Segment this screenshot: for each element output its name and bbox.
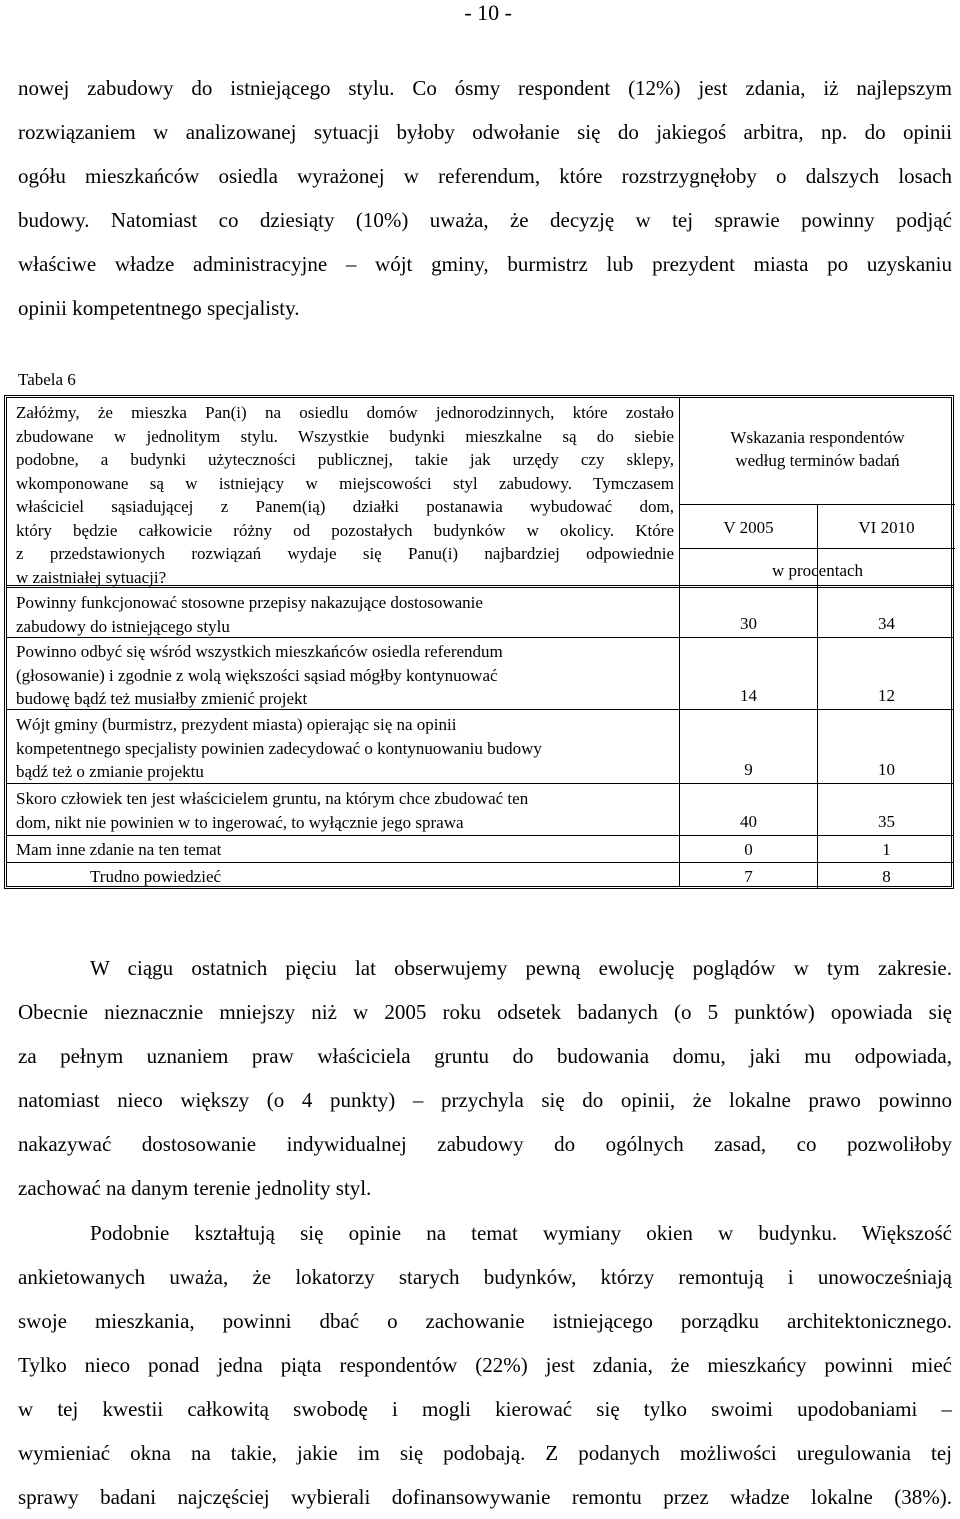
value-2005: 30 bbox=[740, 614, 757, 633]
row-line: (głosowanie) i zgodnie z wolą większości sąsiad mógłby kontynuować bbox=[16, 665, 498, 685]
value-2005: 7 bbox=[744, 867, 753, 886]
text-line: zachować na danym terenie jednolity styl. bbox=[18, 1176, 372, 1200]
table-header-group bbox=[680, 426, 955, 472]
header-group-line: według terminów badań bbox=[735, 451, 900, 470]
paragraph-evolution bbox=[18, 946, 952, 1210]
paragraph-intro bbox=[18, 66, 952, 330]
text-line: wymieniać okna na takie, jakie im się podobają. Z podanych możliwości uregulowania tej bbox=[18, 1441, 952, 1465]
value-2010: 8 bbox=[882, 867, 891, 886]
paragraph-windows bbox=[18, 1211, 952, 1519]
survey-table bbox=[4, 395, 954, 889]
text-line: nowej zabudowy do istniejącego stylu. Co ósmy respondent (12%) jest zdania, iż najlepszym bbox=[18, 76, 952, 100]
column-header-2005: V 2005 bbox=[723, 518, 774, 537]
question-line: Załóżmy, że mieszka Pan(i) na osiedlu domów jednorodzinnych, które zostało bbox=[16, 403, 674, 422]
table-divider-horizontal bbox=[7, 835, 954, 836]
text-line: opinii kompetentnego specjalisty. bbox=[18, 296, 300, 320]
text-line: Podobnie kształtują się opinie na temat wymiany okien w budynku. Większość bbox=[90, 1221, 952, 1245]
table-divider-horizontal bbox=[679, 504, 955, 505]
row-line: dom, nikt nie powinien w to ingerować, to wyłącznie jego sprawa bbox=[16, 812, 464, 832]
row-line: bądź też o zmianie projektu bbox=[16, 762, 204, 781]
unit-header: w procentach bbox=[771, 561, 864, 580]
value-2010: 10 bbox=[878, 760, 895, 779]
text-line: ogółu mieszkańców osiedla wyrażonej w referendum, które rozstrzygnęłoby o dalszych losach bbox=[18, 164, 952, 188]
text-line: za pełnym uznaniem praw właściciela gruntu do budowania domu, jaki mu odpowiada, bbox=[18, 1044, 952, 1068]
text-line: budowy. Natomiast co dziesiąty (10%) uważa, że decyzję w tej sprawie powinny podjąć bbox=[18, 208, 952, 232]
text-line: Obecnie nieznacznie mniejszy niż w 2005 roku odsetek badanych (o 5 punktów) opowiada się bbox=[18, 1000, 952, 1024]
row-line: Mam inne zdanie na ten temat bbox=[16, 840, 222, 859]
value-2005: 9 bbox=[744, 760, 753, 779]
text-line: W ciągu ostatnich pięciu lat obserwujemy pewną ewolucję poglądów w tym zakresie. bbox=[90, 956, 952, 980]
row-line: Trudno powiedzieć bbox=[90, 867, 222, 886]
text-line: swoje mieszkania, powinni dbać o zachowanie istniejącego porządku architektonicznego. bbox=[18, 1309, 952, 1333]
text-line: natomiast nieco większy (o 4 punkty) – przychyla się do opinii, że lokalne prawo powinno bbox=[18, 1088, 952, 1112]
table-row-label bbox=[16, 838, 674, 862]
header-group-line: Wskazania respondentów bbox=[730, 428, 905, 447]
row-line: zabudowy do istniejącego stylu bbox=[16, 616, 230, 636]
row-line: Powinny funkcjonować stosowne przepisy nakazujące dostosowanie bbox=[16, 593, 483, 612]
table-divider-horizontal bbox=[7, 862, 954, 863]
table-row-label bbox=[16, 713, 674, 784]
question-line: właściciel sąsiadującej z Panem(ią) działki postanawia wybudować dom, bbox=[16, 497, 674, 516]
table-row-label bbox=[16, 591, 674, 638]
text-line: w tej kwestii całkowitą swobodę i mogli kierować się tylko swoimi upodobaniami – bbox=[18, 1397, 952, 1421]
row-line: Skoro człowiek ten jest właścicielem gruntu, na którym chce zbudować ten bbox=[16, 789, 529, 808]
value-2010: 12 bbox=[878, 686, 895, 705]
table-caption: Tabela 6 bbox=[18, 370, 76, 389]
text-line: rozwiązaniem w analizowanej sytuacji byłoby odwołanie się do jakiegoś arbitra, np. do opinii bbox=[18, 120, 952, 144]
question-line: z przedstawionych rozwiązań wydaje się Panu(i) najbardziej odpowiednie bbox=[16, 544, 674, 563]
page-number bbox=[0, 0, 960, 26]
row-line: Wójt gminy (burmistrz, prezydent miasta) opierając się na opinii bbox=[16, 715, 457, 734]
question-line: który będzie całkowicie różny od pozostałych budynków w okolicy. Które bbox=[16, 520, 674, 540]
value-2005: 40 bbox=[740, 812, 757, 831]
table-row-label bbox=[90, 865, 674, 889]
question-line: wkomponowane są w istniejący w miejscowości styl zabudowy. Tymczasem bbox=[16, 473, 674, 493]
value-2005: 14 bbox=[740, 686, 757, 705]
question-line: w zaistniałej sytuacji? bbox=[16, 567, 167, 587]
text-line: ankietowanych uważa, że lokatorzy starych budynków, którzy remontują i unowocześniają bbox=[18, 1265, 952, 1289]
table-row-label bbox=[16, 787, 674, 834]
value-2010: 35 bbox=[878, 812, 895, 831]
row-line: kompetentnego specjalisty powinien zadecydować o kontynuowaniu budowy bbox=[16, 738, 542, 758]
question-line: zbudowane w jednolitym stylu. Wszystkie budynki mieszkalne są do siebie bbox=[16, 426, 674, 446]
text-line: Tylko nieco ponad jedna piąta respondentów (22%) jest zdania, że mieszkańcy powinni mieć bbox=[18, 1353, 952, 1377]
column-header-2010: VI 2010 bbox=[858, 518, 915, 537]
table-row-label bbox=[16, 640, 674, 711]
value-2005: 0 bbox=[744, 840, 753, 859]
value-2010: 34 bbox=[878, 614, 895, 633]
table-question bbox=[16, 401, 674, 589]
value-2010: 1 bbox=[882, 840, 891, 859]
row-line: Powinno odbyć się wśród wszystkich mieszkańców osiedla referendum bbox=[16, 642, 503, 661]
text-line: właściwe władze administracyjne – wójt gminy, burmistrz lub prezydent miasta po uzyskaniu bbox=[18, 252, 952, 276]
row-line: budowę bądź też musiałby zmienić projekt bbox=[16, 689, 308, 708]
page-number-text: - 10 - bbox=[464, 0, 512, 25]
text-line: sprawy badani najczęściej wybierali dofinansowywanie remontu przez władze lokalne (38%). bbox=[18, 1485, 952, 1509]
table-divider-horizontal bbox=[679, 548, 955, 549]
text-line: nakazywać dostosowanie indywidualnej zabudowy do ogólnych zasad, co pozwoliłoby bbox=[18, 1132, 952, 1156]
question-line: podobne, a budynki użyteczności publicznej, takie jak urzędy czy sklepy, bbox=[16, 450, 674, 469]
